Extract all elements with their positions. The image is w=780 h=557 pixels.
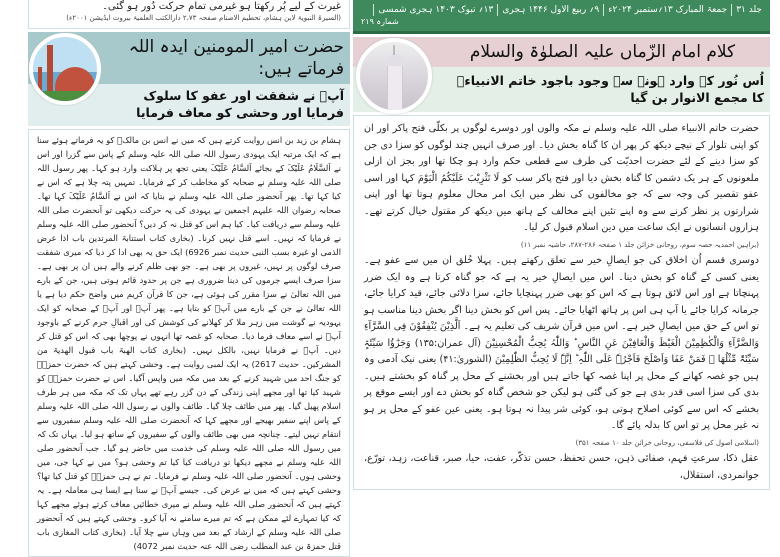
left-article-body — [28, 129, 350, 557]
text-line: اور اسی عفو تقصیر کی وجہ سے کہ جو مخالفوں کی نظر میں ایک امر محال معلوم ہوتا تھا اور اپنی شرارتوں پر نظر کرنے سے وہ اپنے — [364, 172, 759, 217]
text-line: حضرت خاتم الانبیاء صلی اللہ علیہ وسلم نے مکہ والوں اور دوسرے لوگوں پر بکلّی فتح پاکر اور ان کو اپنی تلوار کے نیچے دیکھ — [364, 123, 759, 151]
text-line: میں شہید کرنے کے بعد میں مکہ میں واپس آگیا۔ اس نے حضرت حمزہؓ کو شہید کیا تھا اور مجھے اپنی زندگی کے دن گزر رہے تھے یہاں — [37, 372, 341, 397]
text-line: ایک حق یہ بھی ادا کر دیا کہ میری شفقت صرف لوگوں پر نہیں، غیروں پر بھی ہے۔ جو بھی ظلم کرنے والے ہیں ان پر — [37, 246, 341, 271]
text-line: کتاب الھبۃ باب قبول الھدیۃ من المشرکین۔ حدیث 2617) یہ ایک لمبی روایت ہے۔ وحشی کہتے ہیں کہ حضرت حمزہؓ کو جنگ احد — [37, 344, 342, 383]
text-line: عین عفو کے محل پر ہو نہ غیر محل پر تو اس کا بدلہ پائے گا۔ — [364, 403, 759, 432]
left-article-subtitle: آپؐ نے شفقت اور عفو کا سلوک فرمایا اور وحشی کو معاف فرمایا — [136, 88, 344, 121]
masthead-date-bar — [353, 0, 770, 34]
text-line: دوسری قسم اُن اخلاق کی جو ایصالِ خیر سے تعلق رکھتے ہیں۔ پہلا خُلق ان میں سے عفو ہے۔ یعنی کسی کے گناہ کو بخش دینا۔ — [364, 255, 759, 283]
text-line: کر پھر ان کا گناہ بخش دیا۔ اور صرف انہیں چند لوگوں کو سزا دی جن کو سزا دینے کے لئے حضرت احدیّت کی طرف سے قطعی — [364, 139, 759, 168]
citation-line: (اسلامی اصول کی فلاسفی، روحانی خزائن جلد ۱۰ صفحہ ۳۵۱) — [575, 438, 759, 447]
text-line: دریافت کیا کیا تم وحشی ہو؟ میں نے کہا جی، میں وحشی ہوں۔ آنحضور صلی اللہ علیہ وسلم نے فرمایا۔ تم نے ہی حمزہؓ کو قتل کیا تھا؟ وحشی — [37, 456, 341, 495]
previous-article-line: غیرت کے لیے پُر رکھتا ہو غیرمی تمام حرکت دُور ہو گئی۔ — [102, 1, 341, 12]
text-line: اَلَّذِیْنَ یُنْفِقُوْنَ فِی السَّرَّآءِ وَالضَّرَّآءِ وَالْکٰظِمِیْنَ الْغَیْظَ وَالْعَافِیْنَ عَنِ النَّاسِ ؕ وَاللّٰہُ یُحِبُّ الْمُحْسِنِیْنَ (آل — [364, 321, 759, 349]
issue-number: شمارہ ۲۱۹ — [361, 17, 399, 26]
text-line: تئیں اپنے مخالف کے ہاتھ میں دیکھ کر مقتول خیال کرتے تھے۔ ہزاروں انسانوں نے ایک ساعت میں دین اسلام قبول کر لیا۔ — [364, 205, 759, 234]
text-line: حکم وارد ہو چکا تھا اور بجز ان ازلی ملعونوں کے ہر یک دشمن کا گناہ بخش دیا اور فتح پاکر سب کو لَا تَثْرِیْبَ عَلَیْکُمُ الْیَوْمَ کہا — [364, 156, 760, 184]
citation-line: (براہین احمدیہ حصہ سوم، روحانی خزائن جلد ۱ صفحہ ۲۸۶-۲۸۷، حاشیہ نمبر ۱۱) — [520, 240, 759, 249]
previous-article-tail — [28, 0, 350, 29]
left-article-title: حضرت امیر المومنین ایدہ اللہ فرماتے ہیں: — [128, 37, 344, 80]
left-column — [28, 0, 350, 557]
minaret-image — [356, 38, 432, 114]
text-line: نہیں کرنا۔ (بخاری کتاب استتابۃ المرتدین باب اذا عرض الذمی او غیرہ بسب النبی حدیث نمبر 6926) — [37, 232, 342, 257]
date-gregorian: جمعۃ المبارک ۱۳؍ستمبر ۲۰۲۴ء — [603, 4, 731, 16]
text-line: ہوئی ہے، جن کا قرآن کریم میں واضح حکم دیا ہے یا اللہ تعالیٰ نے جن کے بارے میں آپؐ کو بتایا ہے۔ — [37, 288, 341, 313]
text-line: تک کہ مکہ میں ہر طرف اسلام پھیل گیا۔ پھر میں طائف چلا گیا۔ طائف والوں نے رسول اللہ صلی اللہ علیہ وسلم کے پاس اپنے سفیر — [37, 386, 341, 425]
text-line: آدمی وہ ہیں جو غصہ کھانے کے محل پر اپنا غصہ کھا جاتے ہیں اور بخشنے کے محل پر گناہ کو بخشتے ہیں۔ بدی کی سزا اسی قدر بدی ہے — [364, 354, 759, 399]
text-line: اللہ علیہ وسلم نے بتایا کہ اس نے اَلسَّامُ عَلَیْکَ کہا تھا۔ صحابہ رضوان اللہ علیہم اجمعین نے یہودی کی یہ حرکت دیکھی — [37, 190, 341, 215]
text-line: پھر آپؐ اور آپؐ کے صحابہ کو ایک یہودیہ نے گوشت میں زہر ملا کر کھلانے کی کوشش کی اور اقبالِ جرم کرنے کے باوجود — [37, 302, 341, 327]
text-line: جو کی گئی ہو لیکن جو شخص گناہ کو بخش دے اور ایسے موقع پر بخشے کہ اس سے کوئی اصلاح ہوتی ہو، کوئی شر پیدا نہ ہوتا ہو۔ یعنی — [364, 387, 759, 415]
previous-article-citation: (السیرۃ النبویۃ لابن ہشام، تحطیم الاصنام صفحہ ۲،۷۳ دارالکتب العلمیۃ بیروت ایڈیشن ۲۰۰۱ء) — [66, 14, 341, 22]
text-line: ہو لیا۔ یہاں تک کہ میں رسول اللہ صلی اللہ علیہ وسلم کی خدمت میں حاضر ہو گیا۔ جب آنحضور صلی اللہ علیہ وسلم نے مجھے دیکھا تو — [37, 428, 342, 467]
text-line: معاف کرتے ہوئے مجھے کہا کہ کیا تمہارے لئے ممکن ہے کہ تم میرے سامنے نہ آیا کرو۔ وحشی کہتے ہیں کہ آنحضور صلی اللہ علیہ وسلم — [37, 498, 342, 537]
date-shamsi: ۱۳؍ تبوک ۱۴۰۳ ہجری شمسی — [373, 4, 497, 16]
text-line: عمران:۱۳۵) وَجَزٰٓؤُا سَیِّئَۃٍ سَیِّئَۃٌ مِّثْلُھَا ۚ فَمَنْ عَفَا وَاَصْلَحَ فَاَجْرُہٗ عَلَی اللّٰہِ ؕ اِنَّہٗ لَا یُحِبُّ الظّٰلِمِیْنَ (الشوریٰ:۴۱) یعنی نیک — [364, 337, 759, 366]
right-article-header — [353, 37, 770, 112]
text-line: اس میں ایصالِ خیر یہ ہے کہ جو گناہ کرتا ہے وہ ایک ضرر پہنچاتا ہے اور اس لائق ہوتا ہے کہ اس کو بھی ضرر پہنچایا جائے، سزا — [364, 271, 759, 300]
text-line: ہو کہا۔ پھر رسول اللہ صلی اللہ علیہ وسلم نے صحابہ کو مخاطب کر کے فرمایا۔ تمہیں پتہ چلا ہے کہ اس نے کیا کہا تھا۔ پھر آنحضور صلی — [37, 162, 341, 201]
text-line: کہتے ہیں کہ میں نے عرض کی۔ جیسے آپؐ نے سنا ہے ایسا ہی معاملہ ہے۔ یہ کہتے ہیں کہ آنحضور صلی اللہ علیہ وسلم نے میری خطائیں — [37, 484, 341, 509]
date-hijri: ۹؍ ربیع الاول ۱۴۴۶ ہجری — [497, 4, 603, 16]
text-line: ہشام بن زید بن انس روایت کرتے ہیں کہ میں نے انس بن مالکؓ کو یہ فرماتے ہوئے سنا ہے کہ ایک مرتبہ ایک یہودی — [37, 134, 341, 159]
left-article-header — [28, 32, 350, 126]
text-line: عقل ذکا، سرعتِ فہم، صفائی ذہن، حسن تحفظ، حسن تذکّر، عفت، حیا، صبر، قناعت، زہد، تورّع، جوانمردی، استقلال، — [364, 453, 759, 481]
volume: جلد ۳۱ — [731, 4, 766, 16]
text-line: رسول اللہ صلی اللہ علیہ وسلم کے پاس سے گزرا اور اس نے اَلسَّلَامُ عَلَیْکَ کے بجائے اَلسَّامُ عَلَیْکَ یعنی تجھ پر ہلاکت وارد — [37, 148, 341, 173]
text-line: تو آنحضرت صلی اللہ علیہ وسلم سے دریافت کیا۔ کیا ہم اس کو قتل نہ کر دیں؟ آنحضور صلی اللہ علیہ وسلم نے فرمایا کہ نہیں۔ اسے قتل — [37, 204, 342, 243]
right-column — [353, 0, 770, 490]
text-line: کے ارشاد کے بعد میں وہاں سے چلا آیا۔ (بخاری کتاب المغازی باب قتل حمزۃ بن عبد المطلب رضی اللہ عنہ حدیث نمبر 4072) — [37, 526, 341, 551]
right-article-body — [353, 115, 770, 490]
text-line: آپؐ نے اسے معاف فرما دیا۔ صحابہ کو غصہ تھا انہوں نے پوچھا بھی کہ اس کو قتل کر دیں۔ آپؐ نے فرمایا نہیں، بالکل نہیں۔ (بخاری — [37, 330, 341, 355]
text-line: ہو تو اس کے حق میں ایصالِ خیر ہے۔ اس میں قرآن شریف کی تعلیم یہ ہے۔ — [364, 304, 759, 333]
text-line: دلائی جائے، قید کرایا جائے، جرمانہ کرایا جائے یا آپ ہی اس پر ہاتھ اٹھایا جائے۔ پس اس کو بخش دینا اگر بخش دینا مناسب — [364, 288, 759, 316]
right-article-subtitle: اُس نُور کے وارد ہونے سے وجود باجود خاتم الانبیاءؐ کا مجمع الانوار بن گیا — [456, 72, 764, 105]
mosque-image — [29, 33, 101, 105]
right-article-title: کلام امام الزّماں علیہ الصلوٰۃ والسلام — [469, 42, 736, 62]
text-line: بھیجے اور مجھے کہا کہ آنحضرت صلی اللہ علیہ وسلم سفیروں سے انتقام نہیں لیتے۔ چنانچہ میں بھی طائف والوں کے سفیروں کے ساتھ — [37, 414, 341, 439]
text-line: بھی ہے۔ سزا صرف ایسے جرموں کی دینا ضروری ہے جن پر حدود قائم ہوتی ہیں، جن کے بارے میں اللہ تعالیٰ نے سزا مقرر کی — [37, 260, 341, 299]
